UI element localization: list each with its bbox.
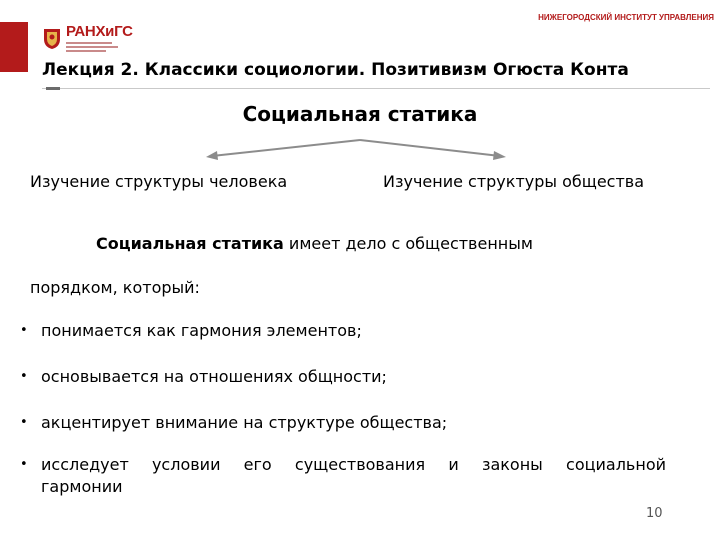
section-heading: Социальная статика	[242, 102, 478, 126]
list-item-text: основывается на отношениях общности;	[41, 367, 387, 386]
list-item	[20, 320, 666, 342]
definition-continuation: порядком, который:	[30, 278, 200, 297]
page-number: 10	[646, 506, 663, 521]
definition-paragraph	[96, 234, 533, 253]
list-item	[20, 454, 666, 498]
arrow-right	[360, 140, 500, 156]
list-item-text: акцентирует внимание на структуре общества;	[41, 413, 448, 432]
arrow-right-head	[493, 151, 506, 160]
arrow-left	[212, 140, 360, 156]
list-item	[20, 366, 666, 388]
institute-name: НИЖЕГОРОДСКИЙ ИНСТИТУТ УПРАВЛЕНИЯ	[538, 13, 714, 22]
bullet-icon: •	[20, 457, 28, 472]
bullet-icon: •	[20, 369, 28, 384]
branch-left-label: Изучение структуры человека	[30, 172, 288, 191]
list-item-text: исследует условии его существования и законы социальной	[41, 455, 666, 474]
list-item-text-continuation: гармонии	[41, 477, 123, 496]
branch-right-label: Изучение структуры общества	[383, 172, 645, 191]
list-item-text: понимается как гармония элементов;	[41, 321, 362, 340]
definition-term: Социальная статика	[96, 234, 284, 253]
list-item	[20, 412, 666, 434]
lecture-title: Лекция 2. Классики социологии. Позитивизм Огюста Конта	[42, 60, 629, 80]
definition-text: имеет дело с общественным	[283, 234, 533, 253]
bullet-icon: •	[20, 323, 28, 338]
bullet-icon: •	[20, 415, 28, 430]
arrow-left-head	[206, 151, 218, 160]
logo-text: РАНХиГС	[66, 23, 133, 40]
